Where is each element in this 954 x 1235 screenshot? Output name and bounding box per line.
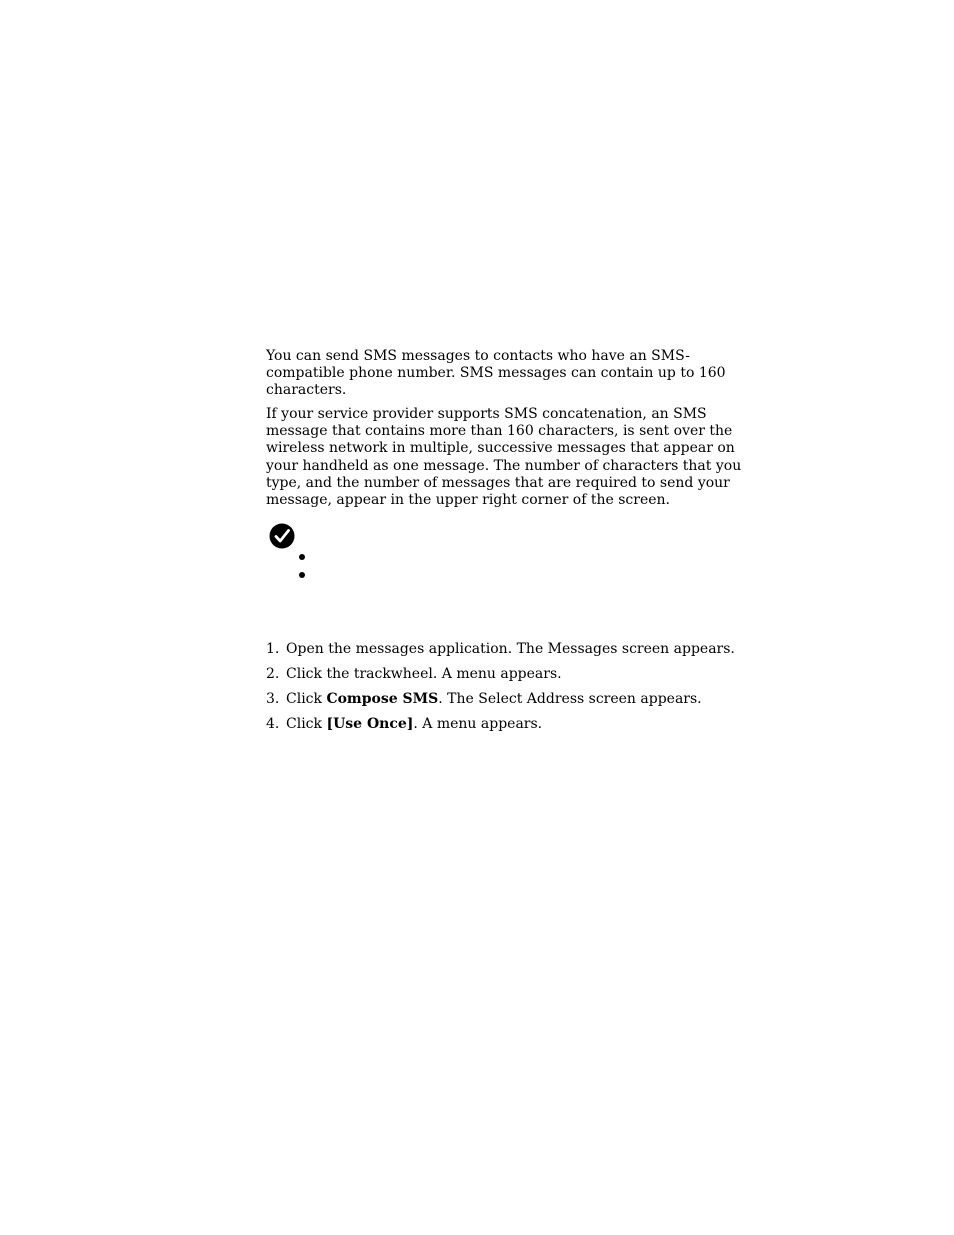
step-text-part: . A menu appears. bbox=[413, 716, 543, 732]
menu-command: Compose SMS bbox=[326, 691, 439, 707]
intro-paragraph-2 bbox=[266, 406, 742, 509]
step-text bbox=[286, 691, 702, 708]
note-bullet bbox=[299, 572, 305, 578]
step-number: 2. bbox=[266, 666, 280, 682]
step-text-part: . The Select Address screen appears. bbox=[438, 691, 702, 707]
step-text-part: Click the trackwheel. A menu appears. bbox=[286, 666, 562, 682]
menu-command: [Use Once] bbox=[326, 716, 414, 732]
text-line: your handheld as one message. The number of characters that you bbox=[266, 457, 742, 474]
step-text bbox=[286, 666, 562, 683]
list-item bbox=[266, 691, 735, 708]
text-line: wireless network in multiple, successive messages that appear on bbox=[266, 440, 735, 457]
text-line: You can send SMS messages to contacts who have an SMS- bbox=[266, 348, 690, 364]
step-number: 3. bbox=[266, 691, 280, 707]
note-bullet bbox=[299, 554, 305, 560]
text-line: message that contains more than 160 characters, is sent over the bbox=[266, 423, 733, 440]
list-item bbox=[266, 666, 735, 683]
checkmark-circle-icon bbox=[269, 523, 295, 549]
step-number: 4. bbox=[266, 716, 280, 732]
steps-list bbox=[266, 641, 735, 741]
text-line: compatible phone number. SMS messages can contain up to 160 bbox=[266, 365, 726, 382]
step-text bbox=[286, 641, 735, 658]
list-item bbox=[266, 716, 735, 733]
text-line: type, and the number of messages that are required to send your bbox=[266, 474, 730, 491]
step-text-part: Click bbox=[286, 691, 327, 707]
text-line: characters. bbox=[266, 382, 347, 399]
intro-paragraph-1 bbox=[266, 348, 726, 400]
step-number: 1. bbox=[266, 641, 280, 657]
text-line: message, appear in the upper right corner of the screen. bbox=[266, 492, 670, 509]
step-text-part: Click bbox=[286, 716, 327, 732]
step-text bbox=[286, 716, 542, 733]
step-text-part: Open the messages application. The Messages screen appears. bbox=[286, 641, 735, 657]
text-line: If your service provider supports SMS concatenation, an SMS bbox=[266, 406, 707, 422]
list-item bbox=[266, 641, 735, 658]
